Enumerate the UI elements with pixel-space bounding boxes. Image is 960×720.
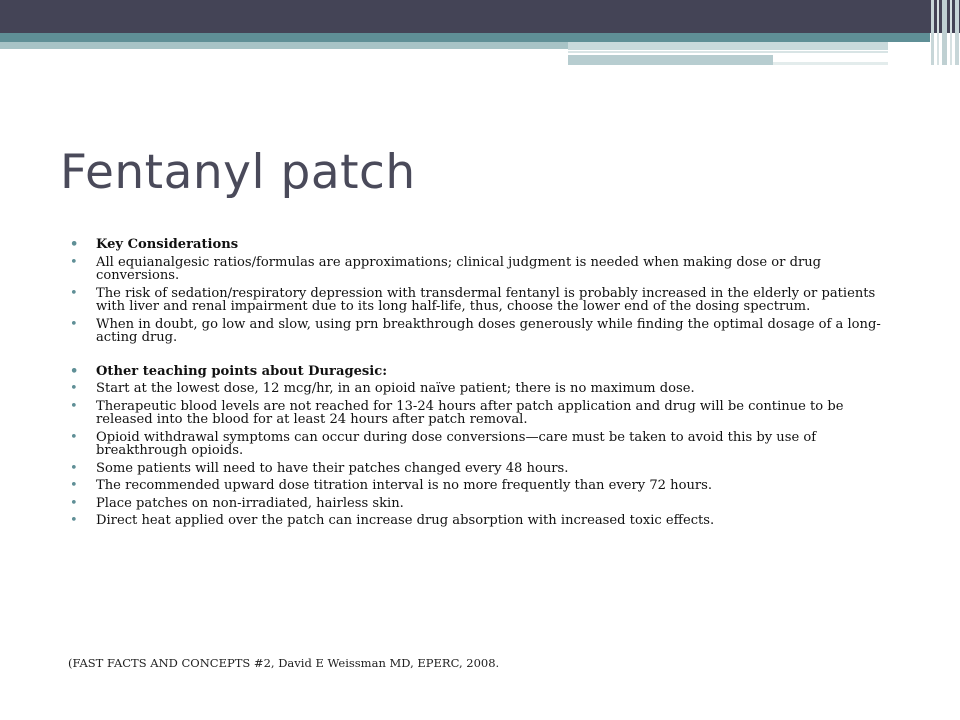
decorative-vertical-line xyxy=(931,0,934,65)
bullet-item: • Place patches on non-irradiated, hairless skin. xyxy=(68,497,900,511)
bullet-item: • Some patients will need to have their patches changed every 48 hours. xyxy=(68,462,900,476)
citation: (FAST FACTS AND CONCEPTS #2, David E Weissman MD, EPERC, 2008. xyxy=(68,656,500,670)
bullet-item: • Other teaching points about Duragesic: xyxy=(68,365,900,379)
bullet-item: • Key Considerations xyxy=(68,238,900,252)
header-stripe xyxy=(568,42,888,50)
bullet-item: • Direct heat applied over the patch can increase drug absorption with increased toxic effects. xyxy=(68,514,900,528)
header-stripe xyxy=(568,51,888,53)
decorative-vertical-line xyxy=(955,0,959,65)
bullet-item: • The risk of sedation/respiratory depression with transdermal fentanyl is probably increased in the elderly or patients with liver and renal impairment due to its long half-life, thus, choose the lower end of the dosing spectrum. xyxy=(68,287,900,314)
header-stripe xyxy=(0,33,930,42)
bullet-item: • Opioid withdrawal symptoms can occur during dose conversions—care must be taken to avoid this by use of breakthrough opioids. xyxy=(68,431,900,458)
decorative-vertical-line xyxy=(950,0,952,65)
decorative-vertical-line xyxy=(942,0,947,65)
section-spacer xyxy=(68,349,900,365)
bullet-item: • Start at the lowest dose, 12 mcg/hr, in an opioid naïve patient; there is no maximum dose. xyxy=(68,382,900,396)
slide-body xyxy=(68,238,900,532)
bullet-item: • When in doubt, go low and slow, using prn breakthrough doses generously while finding the optimal dosage of a long-acting drug. xyxy=(68,318,900,345)
header-stripe xyxy=(568,55,773,65)
header-stripe xyxy=(0,42,568,49)
bullet-item: • All equianalgesic ratios/formulas are approximations; clinical judgment is needed when making dose or drug conversions. xyxy=(68,256,900,283)
bullet-item: • The recommended upward dose titration interval is no more frequently than every 72 hours. xyxy=(68,479,900,493)
decorative-vertical-line xyxy=(937,0,939,65)
slide-title: Fentanyl patch xyxy=(60,145,416,200)
bullet-item: • Therapeutic blood levels are not reached for 13-24 hours after patch application and drug will be continue to be released into the blood for at least 24 hours after patch removal. xyxy=(68,400,900,427)
header-stripe xyxy=(773,62,888,65)
header-bar xyxy=(0,0,960,33)
